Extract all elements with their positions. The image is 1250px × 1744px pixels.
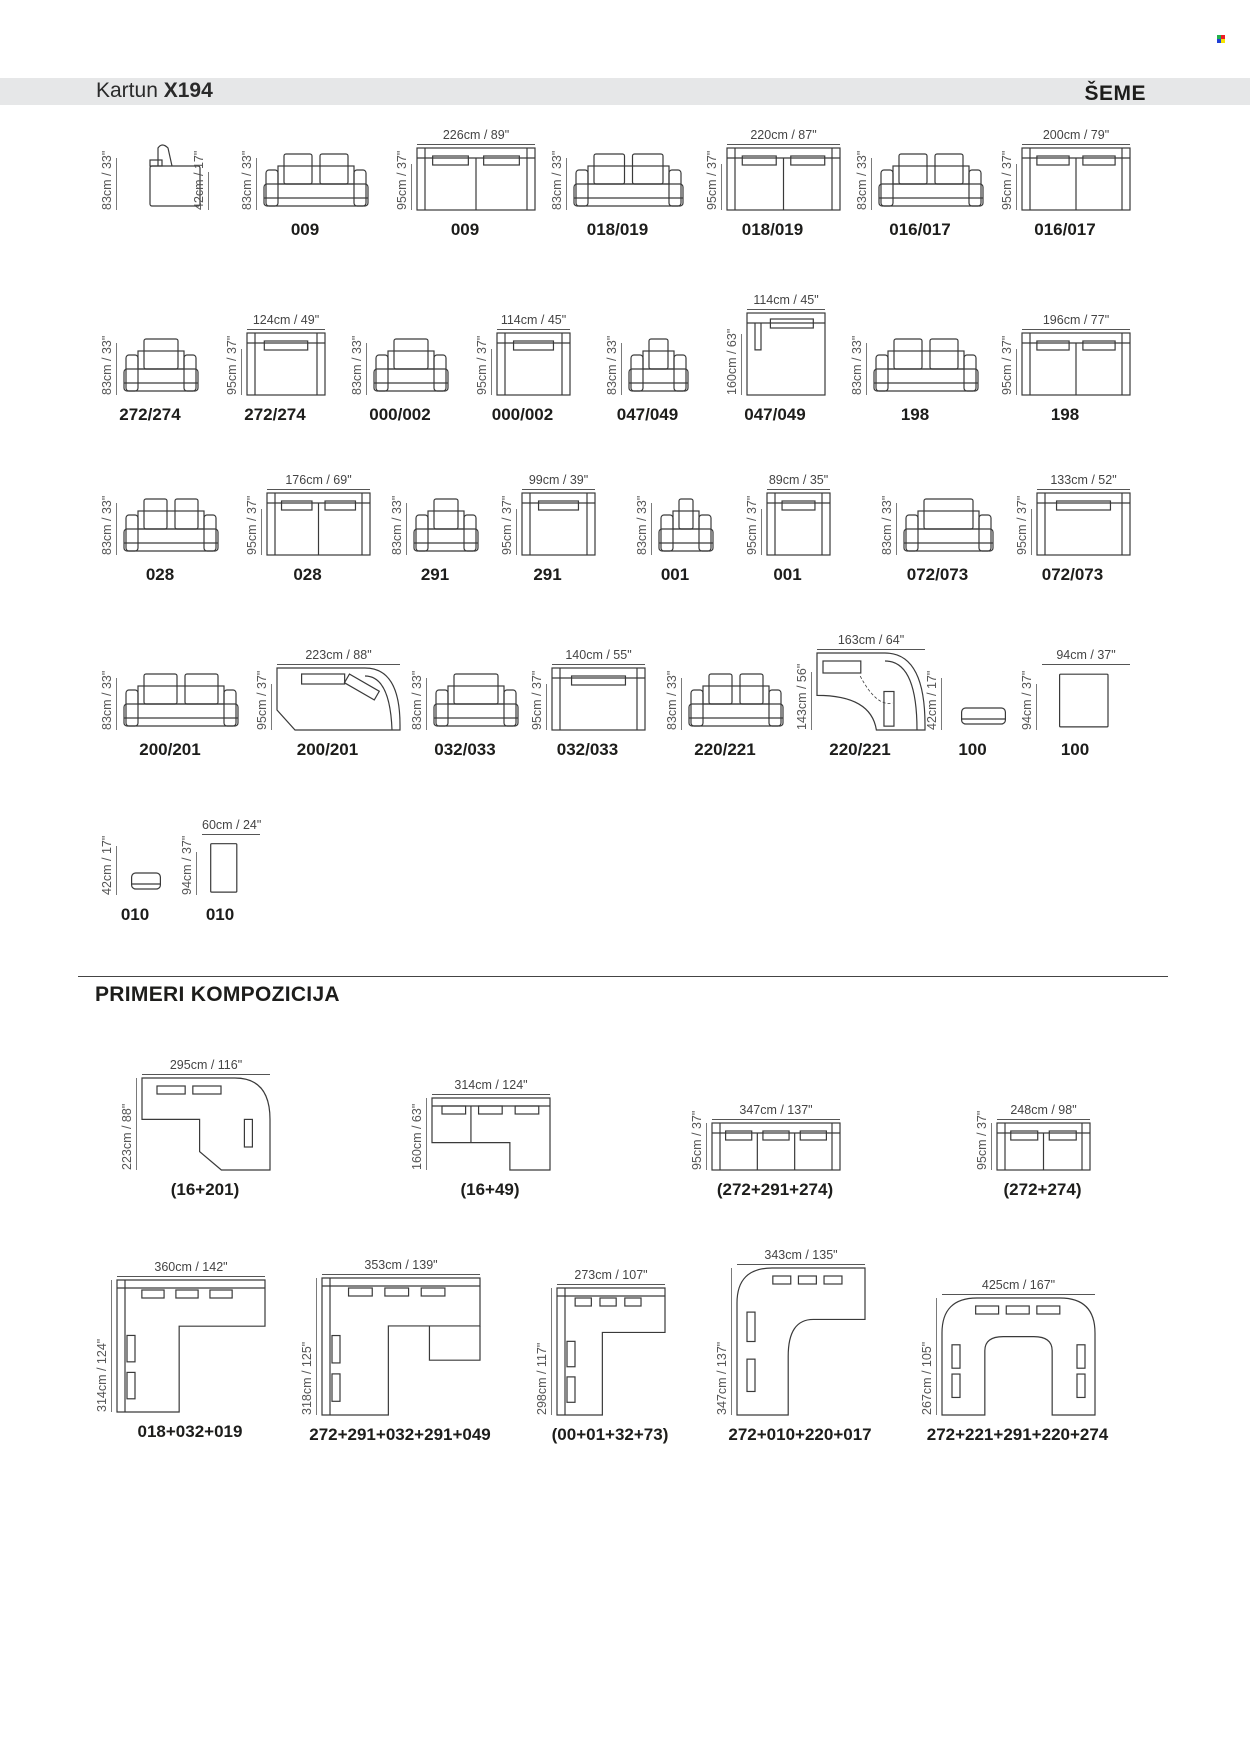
module-drawing: [877, 140, 985, 210]
module-item: [550, 140, 685, 239]
composition-drawing: [117, 1280, 265, 1412]
width-dimension-label: 124cm / 49": [252, 313, 320, 327]
module-drawing: [122, 660, 240, 730]
height-dimension-line: [271, 684, 272, 731]
height-dimension-label: 95cm / 37": [690, 1110, 704, 1170]
module-code: 072/073: [906, 565, 969, 584]
width-dimension-line: [817, 649, 925, 650]
height-dimension-label: 95cm / 37": [530, 670, 544, 730]
height-dimension-line: [1016, 349, 1017, 396]
composition-item: [300, 1258, 491, 1444]
seat-height-label: 42cm / 17": [192, 150, 206, 210]
width-dimension-label: 196cm / 77": [1042, 313, 1110, 327]
width-dimension-line: [417, 144, 535, 145]
height-dimension-line: [256, 158, 257, 211]
height-dimension-line: [741, 334, 742, 396]
module-code: 018/019: [741, 220, 804, 239]
module-code: 028: [145, 565, 175, 584]
module-drawing: [522, 493, 595, 555]
composition-item: [535, 1268, 669, 1444]
height-dimension-line: [896, 503, 897, 556]
module-code: 010: [205, 905, 235, 924]
width-dimension-label: 360cm / 142": [154, 1260, 228, 1274]
module-code: 198: [1050, 405, 1080, 424]
module-drawing: [122, 325, 200, 395]
height-dimension-label: 95cm / 37": [475, 335, 489, 395]
page-title: [96, 79, 213, 103]
height-dimension-label: 94cm / 37": [180, 835, 194, 895]
height-dimension-line: [811, 672, 812, 730]
module-code: 032/033: [556, 740, 619, 759]
module-drawing: [872, 325, 980, 395]
composition-item: [410, 1078, 550, 1199]
composition-drawing: [942, 1298, 1095, 1415]
logo-square-yellow: [1221, 39, 1225, 43]
module-item: [855, 140, 985, 239]
composition-item: [975, 1103, 1090, 1199]
module-item: [880, 485, 995, 584]
height-dimension-label: 83cm / 33": [100, 495, 114, 555]
height-dimension-line: [1031, 509, 1032, 556]
width-dimension-label: 60cm / 24": [202, 818, 262, 832]
module-item: [925, 660, 1020, 759]
height-dimension-line: [871, 158, 872, 211]
width-dimension-label: 273cm / 107": [574, 1268, 648, 1282]
module-drawing: [1037, 493, 1130, 555]
height-dimension-line: [116, 503, 117, 556]
module-drawing: [417, 148, 535, 210]
composition-item: [715, 1248, 872, 1444]
composition-code: (16+201): [170, 1180, 240, 1199]
module-item: [635, 485, 715, 584]
width-dimension-label: 223cm / 88": [305, 648, 372, 662]
module-code: 200/201: [296, 740, 359, 759]
module-code: 291: [533, 565, 562, 584]
width-dimension-line: [277, 664, 400, 665]
module-item: [100, 830, 170, 924]
width-dimension-label: 248cm / 98": [1010, 1103, 1077, 1117]
title-light: Kartun: [96, 79, 164, 102]
height-dimension-line: [241, 349, 242, 396]
height-dimension-line: [261, 509, 262, 556]
composition-code: (272+274): [1003, 1180, 1082, 1199]
height-dimension-label: 160cm / 63": [410, 1103, 424, 1170]
width-dimension-line: [552, 664, 645, 665]
width-dimension-line: [767, 489, 830, 490]
width-dimension-label: 94cm / 37": [1056, 648, 1116, 662]
module-item: [850, 325, 980, 424]
composition-drawing: [142, 1078, 270, 1170]
module-item: [255, 648, 400, 759]
width-dimension-line: [997, 1119, 1090, 1120]
module-item: [1020, 648, 1130, 759]
height-dimension-line: [866, 343, 867, 396]
composition-drawing: [322, 1278, 480, 1415]
height-dimension-line: [426, 678, 427, 731]
module-drawing: [552, 668, 645, 730]
module-code: 028: [293, 565, 322, 584]
module-drawing: [267, 493, 370, 555]
height-dimension-label: 95cm / 37": [255, 670, 269, 730]
module-item: [1015, 473, 1130, 584]
module-code: 200/201: [139, 740, 201, 759]
width-dimension-line: [247, 329, 325, 330]
composition-code: (00+01+32+73): [551, 1425, 669, 1444]
height-dimension-line: [551, 1288, 552, 1415]
module-code: 220/221: [694, 740, 756, 759]
composition-code: (16+49): [460, 1180, 520, 1199]
width-dimension-line: [142, 1074, 270, 1075]
height-dimension-line: [1036, 684, 1037, 731]
module-code: 100: [958, 740, 987, 759]
height-dimension-line: [991, 1123, 992, 1170]
height-dimension-line: [116, 846, 117, 895]
height-dimension-label: 95cm / 37": [225, 335, 239, 395]
width-dimension-label: 114cm / 45": [500, 313, 567, 327]
module-code: 032/033: [434, 740, 496, 759]
module-code: 272/274: [244, 405, 306, 424]
height-dimension-label: 160cm / 63": [725, 328, 739, 395]
composition-item: [920, 1278, 1109, 1444]
composition-code: (272+291+274): [716, 1180, 834, 1199]
module-drawing: [277, 668, 400, 730]
height-dimension-line: [366, 343, 367, 396]
height-dimension-label: 83cm / 33": [635, 495, 649, 555]
module-item: [100, 140, 206, 210]
module-drawing: [767, 493, 830, 555]
height-dimension-label: 83cm / 33": [100, 335, 114, 395]
width-dimension-label: 89cm / 35": [768, 473, 829, 487]
module-item: [605, 325, 690, 424]
width-dimension-label: 140cm / 55": [565, 648, 632, 662]
module-drawing: [247, 333, 325, 395]
module-drawing: [262, 140, 370, 210]
module-code: 047/049: [744, 405, 806, 424]
height-dimension-line: [196, 852, 197, 895]
module-drawing: [122, 140, 200, 210]
width-dimension-line: [747, 309, 825, 310]
module-drawing: [1022, 333, 1130, 395]
module-code: 009: [290, 220, 320, 239]
width-dimension-line: [322, 1274, 480, 1275]
module-drawing: [727, 148, 840, 210]
module-item: [500, 473, 595, 584]
module-item: [665, 660, 785, 759]
module-code: 016/017: [889, 220, 951, 239]
height-dimension-label: 83cm / 33": [550, 150, 564, 210]
height-dimension-label: 83cm / 33": [100, 670, 114, 730]
composition-item: [95, 1260, 265, 1441]
module-drawing: [657, 485, 715, 555]
module-drawing: [432, 660, 520, 730]
composition-item: [120, 1058, 270, 1199]
width-dimension-label: 114cm / 45": [753, 293, 819, 307]
module-drawing: [412, 485, 480, 555]
width-dimension-line: [712, 1119, 840, 1120]
seat-height-line: [208, 172, 209, 211]
height-dimension-line: [426, 1098, 427, 1170]
module-drawing: [947, 660, 1020, 730]
height-dimension-label: 83cm / 33": [240, 150, 254, 210]
width-dimension-label: 425cm / 167": [981, 1278, 1056, 1292]
composition-drawing: [737, 1268, 865, 1415]
height-dimension-line: [116, 343, 117, 396]
module-code: 001: [773, 565, 802, 584]
width-dimension-line: [557, 1284, 665, 1285]
module-drawing: [497, 333, 570, 395]
height-dimension-label: 94cm / 37": [1020, 670, 1034, 730]
module-code: 072/073: [1041, 565, 1104, 584]
module-item: [240, 140, 370, 239]
composition-item: [690, 1103, 840, 1199]
height-dimension-line: [116, 158, 117, 211]
height-dimension-label: 223cm / 88": [120, 1103, 134, 1170]
height-dimension-label: 95cm / 37": [745, 495, 759, 555]
height-dimension-label: 42cm / 17": [100, 835, 114, 895]
module-drawing: [747, 313, 825, 395]
height-dimension-line: [681, 678, 682, 731]
height-dimension-label: 95cm / 37": [975, 1110, 989, 1170]
module-item: [725, 293, 825, 424]
composition-code: 272+010+220+017: [728, 1425, 872, 1444]
module-code: 100: [1060, 740, 1090, 759]
height-dimension-label: 95cm / 37": [705, 150, 719, 210]
height-dimension-line: [936, 1298, 937, 1415]
module-drawing: [1042, 668, 1130, 730]
height-dimension-label: 95cm / 37": [500, 495, 514, 555]
module-drawing: [122, 830, 170, 895]
height-dimension-label: 83cm / 33": [390, 495, 404, 555]
width-dimension-line: [497, 329, 570, 330]
title-bold: X194: [163, 79, 213, 102]
composition-drawing: [997, 1123, 1090, 1170]
module-code: 220/221: [829, 740, 891, 759]
width-dimension-label: 163cm / 64": [837, 633, 905, 647]
height-dimension-line: [316, 1278, 317, 1415]
width-dimension-line: [1022, 144, 1130, 145]
width-dimension-label: 295cm / 116": [169, 1058, 243, 1072]
module-code: 272/274: [119, 405, 181, 424]
width-dimension-line: [522, 489, 595, 490]
module-item: [410, 660, 520, 759]
composition-code: 272+291+032+291+049: [309, 1425, 491, 1444]
height-dimension-label: 298cm / 117": [535, 1342, 549, 1415]
height-dimension-line: [1016, 164, 1017, 211]
height-dimension-label: 143cm / 56": [795, 663, 809, 730]
module-code: 000/002: [369, 405, 431, 424]
height-dimension-label: 83cm / 33": [880, 495, 894, 555]
width-dimension-line: [202, 834, 260, 835]
module-drawing: [902, 485, 995, 555]
width-dimension-label: 133cm / 52": [1050, 473, 1117, 487]
height-dimension-label: 95cm / 37": [1000, 150, 1014, 210]
module-code: 000/002: [491, 405, 554, 424]
height-dimension-label: 95cm / 37": [395, 150, 409, 210]
height-dimension-label: 83cm / 33": [410, 670, 424, 730]
width-dimension-line: [1042, 664, 1130, 665]
module-item: [225, 313, 325, 424]
height-dimension-line: [651, 503, 652, 556]
width-dimension-label: 343cm / 135": [764, 1248, 838, 1262]
composition-drawing: [432, 1098, 550, 1170]
width-dimension-line: [1022, 329, 1130, 330]
module-drawing: [817, 653, 925, 730]
module-code: 016/017: [1034, 220, 1096, 239]
module-item: [350, 325, 450, 424]
height-dimension-label: 318cm / 125": [300, 1341, 314, 1415]
module-item: [180, 818, 262, 924]
compositions-title: PRIMERI KOMPOZICIJA: [95, 983, 340, 1006]
width-dimension-line: [942, 1294, 1095, 1295]
height-dimension-line: [411, 164, 412, 211]
height-dimension-line: [406, 503, 407, 556]
module-drawing: [202, 838, 260, 895]
module-drawing: [1022, 148, 1130, 210]
corner-logo-icon: [1217, 35, 1225, 43]
width-dimension-label: 99cm / 39": [528, 473, 589, 487]
width-dimension-line: [432, 1094, 550, 1095]
module-item: [530, 648, 645, 759]
height-dimension-line: [731, 1268, 732, 1415]
composition-code: 018+032+019: [137, 1422, 243, 1441]
height-dimension-line: [941, 678, 942, 731]
width-dimension-label: 176cm / 69": [285, 473, 352, 487]
width-dimension-line: [737, 1264, 865, 1265]
height-dimension-label: 83cm / 33": [665, 670, 679, 730]
module-item: [395, 128, 535, 239]
composition-drawing: [712, 1123, 840, 1170]
width-dimension-line: [117, 1276, 265, 1277]
width-dimension-line: [1037, 489, 1130, 490]
width-dimension-label: 220cm / 87": [750, 128, 817, 142]
module-drawing: [572, 140, 685, 210]
module-item: [390, 485, 480, 584]
height-dimension-label: 83cm / 33": [850, 335, 864, 395]
module-code: 291: [420, 565, 450, 584]
height-dimension-label: 83cm / 33": [350, 335, 364, 395]
height-dimension-line: [111, 1280, 112, 1412]
width-dimension-line: [727, 144, 840, 145]
module-code: 001: [660, 565, 690, 584]
height-dimension-label: 267cm / 105": [920, 1341, 934, 1415]
height-dimension-label: 83cm / 33": [855, 150, 869, 210]
module-item: [245, 473, 370, 584]
height-dimension-label: 347cm / 137": [715, 1341, 729, 1415]
width-dimension-label: 353cm / 139": [364, 1258, 438, 1272]
height-dimension-label: 83cm / 33": [100, 150, 114, 210]
height-dimension-line: [761, 509, 762, 556]
section-divider: [78, 976, 1168, 977]
height-dimension-line: [621, 343, 622, 396]
module-item: [100, 485, 220, 584]
module-drawing: [372, 325, 450, 395]
module-drawing: [122, 485, 220, 555]
height-dimension-label: 314cm / 124": [95, 1338, 109, 1412]
width-dimension-label: 347cm / 137": [739, 1103, 813, 1117]
height-dimension-line: [491, 349, 492, 396]
height-dimension-label: 95cm / 37": [1015, 495, 1029, 555]
width-dimension-line: [267, 489, 370, 490]
module-code: 010: [120, 905, 150, 924]
composition-drawing: [557, 1288, 665, 1415]
module-item: [1000, 313, 1130, 424]
height-dimension-label: 83cm / 33": [605, 335, 619, 395]
module-item: [795, 633, 925, 759]
height-dimension-line: [116, 678, 117, 731]
height-dimension-line: [566, 158, 567, 211]
height-dimension-line: [136, 1078, 137, 1170]
section-label-seme: ŠEME: [1084, 82, 1146, 105]
width-dimension-label: 200cm / 79": [1042, 128, 1110, 142]
height-dimension-label: 95cm / 37": [245, 495, 259, 555]
module-item: [745, 473, 830, 584]
module-code: 198: [900, 405, 930, 424]
module-code: 047/049: [616, 405, 679, 424]
module-item: [705, 128, 840, 239]
height-dimension-line: [706, 1123, 707, 1170]
module-item: [475, 313, 570, 424]
module-item: [100, 660, 240, 759]
module-drawing: [687, 660, 785, 730]
module-item: [1000, 128, 1130, 239]
height-dimension-line: [721, 164, 722, 211]
width-dimension-label: 314cm / 124": [454, 1078, 528, 1092]
width-dimension-label: 226cm / 89": [442, 128, 510, 142]
module-code: 009: [450, 220, 480, 239]
height-dimension-line: [546, 684, 547, 731]
composition-code: 272+221+291+220+274: [926, 1425, 1109, 1444]
height-dimension-label: 95cm / 37": [1000, 335, 1014, 395]
module-drawing: [627, 325, 690, 395]
height-dimension-line: [516, 509, 517, 556]
module-item: [100, 325, 200, 424]
module-code: 018/019: [586, 220, 649, 239]
height-dimension-label: 42cm / 17": [925, 670, 939, 730]
